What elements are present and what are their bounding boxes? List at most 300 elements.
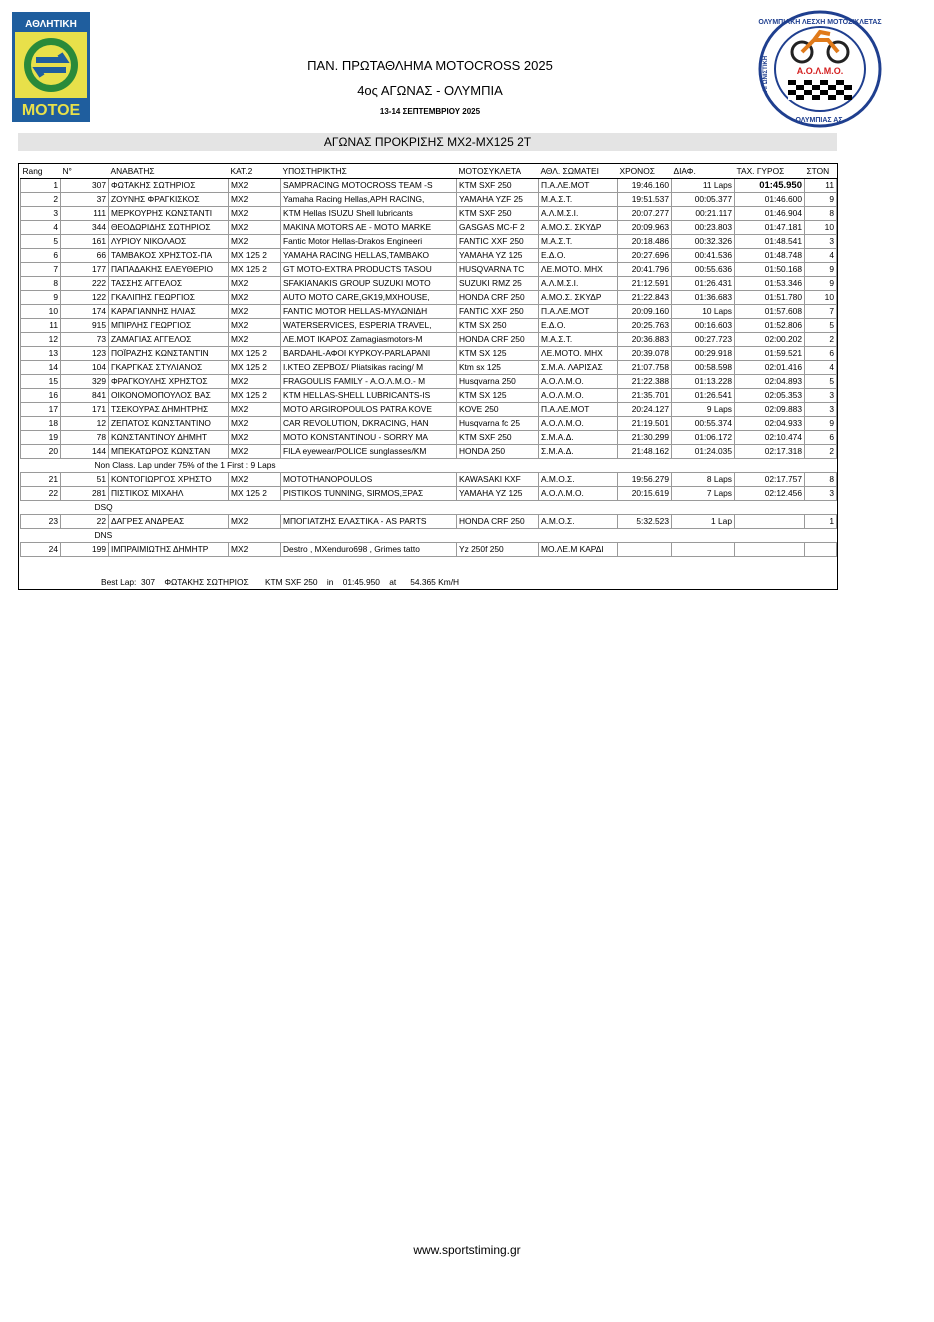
table-cell: HONDA 250 — [457, 445, 539, 459]
race-name-bar: ΑΓΩΝΑΣ ΠΡΟΚΡΙΣΗΣ MX2-MX125 2T — [18, 133, 837, 151]
table-cell: KTM Hellas ISUZU Shell lubricants — [281, 207, 457, 221]
table-cell: ΛΥΡΙΟΥ ΝΙΚΟΛΑΟΣ — [109, 235, 229, 249]
table-cell: 20:09.963 — [618, 221, 672, 235]
table-cell: 10 — [21, 305, 61, 319]
table-cell: Fantic Motor Hellas-Drakos Engineeri — [281, 235, 457, 249]
championship-title: ΠΑΝ. ΠΡΩΤΑΘΛΗΜΑ MOTOCROSS 2025 — [307, 58, 553, 73]
table-cell: ΜΠΙΡΛΗΣ ΓΕΩΡΓΙΟΣ — [109, 319, 229, 333]
table-cell: 01:26.541 — [672, 389, 735, 403]
table-row — [21, 249, 837, 263]
table-cell: 16 — [21, 389, 61, 403]
table-cell: Yz 250f 250 — [457, 543, 539, 557]
table-cell: KOVE 250 — [457, 403, 539, 417]
table-cell: 111 — [61, 207, 109, 221]
table-cell: Μ.Α.Σ.Τ. — [539, 235, 618, 249]
table-cell — [805, 543, 837, 557]
table-cell: GT MOTO-EXTRA PRODUCTS TASOU — [281, 263, 457, 277]
table-cell: PISTIKOS TUNNING, SIRMOS,ΞΡΑΣ — [281, 487, 457, 501]
column-header: N° — [61, 164, 109, 179]
table-cell: 307 — [61, 179, 109, 193]
table-cell: 02:09.883 — [735, 403, 805, 417]
table-cell: ΤΑΜΒΑΚΟΣ ΧΡΗΣΤΟΣ-ΠΑ — [109, 249, 229, 263]
table-cell: 20:36.883 — [618, 333, 672, 347]
table-cell: 104 — [61, 361, 109, 375]
table-cell: 15 — [21, 375, 61, 389]
table-cell: ΤΑΣΣΗΣ ΑΓΓΕΛΟΣ — [109, 277, 229, 291]
table-cell: Σ.Μ.Α.Δ. — [539, 431, 618, 445]
table-row — [21, 235, 837, 249]
table-cell: 9 — [805, 417, 837, 431]
table-cell: 3 — [805, 235, 837, 249]
table-cell: MX2 — [229, 207, 281, 221]
table-cell: 00:58.598 — [672, 361, 735, 375]
table-cell: 78 — [61, 431, 109, 445]
table-cell: MX2 — [229, 235, 281, 249]
table-cell: 02:10.474 — [735, 431, 805, 445]
table-cell: Π.Α.ΛΕ.ΜΟΤ — [539, 305, 618, 319]
table-cell: ΓΚΑΡΓΚΑΣ ΣΤΥΛΙΑΝΟΣ — [109, 361, 229, 375]
table-cell: Α.ΜΟ.Σ. ΣΚΥΔΡ — [539, 291, 618, 305]
table-cell: Α.ΜΟ.Σ. ΣΚΥΔΡ — [539, 221, 618, 235]
table-cell: 6 — [21, 249, 61, 263]
table-cell: ΖΕΠΑΤΟΣ ΚΩΝΣΤΑΝΤΙΝΟ — [109, 417, 229, 431]
table-row — [21, 487, 837, 501]
table-cell: 02:01.416 — [735, 361, 805, 375]
table-cell: ΚΩΝΣΤΑΝΤΙΝΟΥ ΔΗΜΗΤ — [109, 431, 229, 445]
table-cell: Σ.Μ.Α. ΛΑΡΙΣΑΣ — [539, 361, 618, 375]
table-row — [21, 319, 837, 333]
table-cell: ΚΑΡΑΓΙΑΝΝΗΣ ΗΛΙΑΣ — [109, 305, 229, 319]
table-cell: SFAKIANAKIS GROUP SUZUKI MOTO — [281, 277, 457, 291]
table-cell: FANTIC MOTOR HELLAS-ΜΥΛΩΝΙΔΗ — [281, 305, 457, 319]
table-cell: MX2 — [229, 403, 281, 417]
table-cell: 20:27.696 — [618, 249, 672, 263]
table-cell: ΠΟΪΡΑΖΗΣ ΚΩΝΣΤΑΝΤΊΝ — [109, 347, 229, 361]
table-cell: SUZUKI RMZ 25 — [457, 277, 539, 291]
table-cell: 01:50.168 — [735, 263, 805, 277]
table-cell: ΘΕΟΔΩΡΙΔΗΣ ΣΩΤΗΡΙΟΣ — [109, 221, 229, 235]
table-cell: HONDA CRF 250 — [457, 291, 539, 305]
table-cell: ΦΩΤΑΚΗΣ ΣΩΤΗΡΙΟΣ — [109, 179, 229, 193]
table-cell: 02:17.318 — [735, 445, 805, 459]
table-cell: MX2 — [229, 221, 281, 235]
table-cell: 01:13.228 — [672, 375, 735, 389]
section-note-row — [21, 459, 837, 473]
table-cell: 00:41.536 — [672, 249, 735, 263]
table-cell: 19:51.537 — [618, 193, 672, 207]
table-cell: 22 — [21, 487, 61, 501]
section-note-row — [21, 529, 837, 543]
table-cell: 1 Lap — [672, 515, 735, 529]
table-cell: KTM SX 125 — [457, 389, 539, 403]
table-cell: 11 — [805, 179, 837, 193]
table-cell: 9 — [805, 263, 837, 277]
table-cell: MX2 — [229, 431, 281, 445]
table-cell: MX2 — [229, 515, 281, 529]
column-header: ΜΟΤΟΣΥΚΛΕΤΑ — [457, 164, 539, 179]
table-cell: 20:18.486 — [618, 235, 672, 249]
table-cell: MOTOTHANOPOULOS — [281, 473, 457, 487]
table-cell — [735, 515, 805, 529]
section-note-row — [21, 501, 837, 515]
table-cell: FANTIC XXF 250 — [457, 305, 539, 319]
table-cell: 2 — [21, 193, 61, 207]
table-cell: 5:32.523 — [618, 515, 672, 529]
table-cell: 9 — [805, 277, 837, 291]
table-row — [21, 305, 837, 319]
table-header-row — [21, 164, 837, 179]
table-cell: 18 — [21, 417, 61, 431]
table-cell: 23 — [21, 515, 61, 529]
table-cell: 123 — [61, 347, 109, 361]
table-cell: MX 125 2 — [229, 487, 281, 501]
table-cell: Α.Ο.Λ.Μ.Ο. — [539, 375, 618, 389]
table-row — [21, 431, 837, 445]
table-cell: 5 — [805, 375, 837, 389]
column-header: Rang — [21, 164, 61, 179]
table-row — [21, 263, 837, 277]
table-cell — [735, 543, 805, 557]
table-cell: ΛΕ.ΜΟΤΟ. ΜΗΧ — [539, 263, 618, 277]
table-cell: KTM SXF 250 — [457, 179, 539, 193]
table-cell: Α.Λ.Μ.Σ.Ι. — [539, 277, 618, 291]
table-cell: Π.Α.ΛΕ.ΜΟΤ — [539, 403, 618, 417]
footer-url: www.sportstiming.gr — [413, 1243, 521, 1257]
table-row — [21, 417, 837, 431]
table-cell: 00:27.723 — [672, 333, 735, 347]
table-cell: 02:17.757 — [735, 473, 805, 487]
table-cell: 17 — [21, 403, 61, 417]
table-cell: 6 — [805, 431, 837, 445]
table-cell: 6 — [805, 347, 837, 361]
table-cell: 171 — [61, 403, 109, 417]
table-cell: MX 125 2 — [229, 361, 281, 375]
table-row — [21, 445, 837, 459]
table-cell: ΠΑΠΑΔΑΚΗΣ ΕΛΕΥΘΕΡΙΟ — [109, 263, 229, 277]
logo-right-club-name: Α.Ο.Λ.Μ.Ο. — [796, 66, 844, 76]
table-cell: 11 — [21, 319, 61, 333]
results-table — [20, 164, 837, 557]
table-cell: Μ.Α.Σ.Τ. — [539, 333, 618, 347]
section-note: DNS — [21, 529, 837, 543]
table-cell: 24 — [21, 543, 61, 557]
table-cell: 21:19.501 — [618, 417, 672, 431]
table-cell: 174 — [61, 305, 109, 319]
table-cell: 20:07.277 — [618, 207, 672, 221]
table-cell: Ι.ΚΤΕΟ ΖΕΡΒΟΣ/ Pliatsikas racing/ M — [281, 361, 457, 375]
table-cell: HONDA CRF 250 — [457, 515, 539, 529]
table-cell: 00:16.603 — [672, 319, 735, 333]
table-cell: 8 Laps — [672, 473, 735, 487]
table-cell: 02:12.456 — [735, 487, 805, 501]
table-cell: 01:47.181 — [735, 221, 805, 235]
table-cell: 01:53.346 — [735, 277, 805, 291]
table-cell: Yamaha Racing Hellas,APH RACING, — [281, 193, 457, 207]
table-cell: WATERSERVICES, ESPERIA TRAVEL, — [281, 319, 457, 333]
column-header: ΚΑΤ.2 — [229, 164, 281, 179]
table-cell: 12 — [61, 417, 109, 431]
table-row — [21, 291, 837, 305]
table-cell: MX2 — [229, 333, 281, 347]
table-row — [21, 515, 837, 529]
table-cell: 20:24.127 — [618, 403, 672, 417]
table-cell: 01:48.541 — [735, 235, 805, 249]
table-cell: ΦΡΑΓΚΟΥΛΗΣ ΧΡΗΣΤΟΣ — [109, 375, 229, 389]
aolmo-club-logo — [758, 10, 882, 128]
table-cell: ΜΠΕΚΑΤΩΡΟΣ ΚΩΝΣΤΑΝ — [109, 445, 229, 459]
table-cell: 21:35.701 — [618, 389, 672, 403]
table-cell: 19 — [21, 431, 61, 445]
column-header: ΧΡΟΝΟΣ — [618, 164, 672, 179]
table-cell: 00:21.117 — [672, 207, 735, 221]
table-cell: ΓΚΑΛΙΠΗΣ ΓΕΩΡΓΙΟΣ — [109, 291, 229, 305]
table-cell: MX2 — [229, 543, 281, 557]
table-cell: 21:12.591 — [618, 277, 672, 291]
table-cell — [672, 543, 735, 557]
table-cell: 3 — [805, 389, 837, 403]
table-cell: 19:56.279 — [618, 473, 672, 487]
round-title: 4ος ΑΓΩΝΑΣ - ΟΛΥΜΠΙΑ — [357, 83, 503, 98]
table-cell: Destro , MXenduro698 , Grimes tatto — [281, 543, 457, 557]
table-cell: Husqvarna 250 — [457, 375, 539, 389]
table-cell: 20:39.078 — [618, 347, 672, 361]
table-row — [21, 473, 837, 487]
table-cell: MX2 — [229, 277, 281, 291]
table-body — [21, 179, 837, 557]
table-cell: 20 — [21, 445, 61, 459]
table-cell: 02:00.202 — [735, 333, 805, 347]
table-cell: 1 — [805, 515, 837, 529]
table-cell: 01:36.683 — [672, 291, 735, 305]
table-cell: MX2 — [229, 179, 281, 193]
table-cell: MX2 — [229, 319, 281, 333]
table-cell: 915 — [61, 319, 109, 333]
table-cell: ΖΟΥΝΗΣ ΦΡΑΓΚΙΣΚΟΣ — [109, 193, 229, 207]
table-row — [21, 207, 837, 221]
table-cell: YAMAHA YZ 125 — [457, 487, 539, 501]
table-cell: 13 — [21, 347, 61, 361]
table-cell: 21:48.162 — [618, 445, 672, 459]
table-cell: 281 — [61, 487, 109, 501]
table-cell: Π.Α.ΛΕ.ΜΟΤ — [539, 179, 618, 193]
table-cell: 329 — [61, 375, 109, 389]
table-cell: Husqvarna fc 25 — [457, 417, 539, 431]
table-cell: KTM HELLAS-SHELL LUBRICANTS-IS — [281, 389, 457, 403]
table-cell: FILA eyewear/POLICE sunglasses/KM — [281, 445, 457, 459]
table-cell: FRAGOULIS FAMILY - Α.Ο.Λ.Μ.Ο.- M — [281, 375, 457, 389]
table-cell: 2 — [805, 333, 837, 347]
table-cell: 01:26.431 — [672, 277, 735, 291]
table-cell: 7 — [21, 263, 61, 277]
table-cell: Σ.Μ.Α.Δ. — [539, 445, 618, 459]
table-cell: 21:30.299 — [618, 431, 672, 445]
table-cell: ΛΕ.ΜΟΤ ΙΚΑΡΟΣ Zamagiasmotors-M — [281, 333, 457, 347]
logo-left-bottom-text: ΜΟΤΟΕ — [21, 102, 81, 119]
table-cell: Ε.Δ.Ο. — [539, 249, 618, 263]
column-header: ΑΘΛ. ΣΩΜΑΤΕΙ — [539, 164, 618, 179]
table-row — [21, 193, 837, 207]
table-cell: SAMPRACING MOTOCROSS TEAM -S — [281, 179, 457, 193]
table-cell: 01:46.904 — [735, 207, 805, 221]
table-row — [21, 543, 837, 557]
table-row — [21, 221, 837, 235]
table-cell: 14 — [21, 361, 61, 375]
checkered-flag-icon — [788, 80, 852, 100]
table-cell: 21 — [21, 473, 61, 487]
section-note: DSQ — [21, 501, 837, 515]
column-header: ΔΙΑΦ. — [672, 164, 735, 179]
table-cell: YAMAHA YZ 125 — [457, 249, 539, 263]
table-cell: Α.Ο.Λ.Μ.Ο. — [539, 417, 618, 431]
table-cell: MX 125 2 — [229, 263, 281, 277]
table-cell: MOTO ARGIROPOULOS PATRA KOVE — [281, 403, 457, 417]
table-cell: 12 — [21, 333, 61, 347]
table-cell: Μ.Α.Σ.Τ. — [539, 193, 618, 207]
table-cell: ΜΕΡΚΟΥΡΗΣ ΚΩΝΣΤΑΝΤΙ — [109, 207, 229, 221]
table-cell: 66 — [61, 249, 109, 263]
table-row — [21, 347, 837, 361]
table-cell: ΔΑΓΡΕΣ ΑΝΔΡΕΑΣ — [109, 515, 229, 529]
table-cell: Α.Μ.Ο.Σ. — [539, 473, 618, 487]
table-cell: 3 — [805, 487, 837, 501]
table-cell: 01:24.035 — [672, 445, 735, 459]
table-cell: 73 — [61, 333, 109, 347]
table-cell: 9 — [805, 193, 837, 207]
table-cell: 00:05.377 — [672, 193, 735, 207]
table-cell: 01:06.172 — [672, 431, 735, 445]
table-cell: Α.Λ.Μ.Σ.Ι. — [539, 207, 618, 221]
table-cell: 00:32.326 — [672, 235, 735, 249]
table-cell: 01:48.748 — [735, 249, 805, 263]
table-cell: MX 125 2 — [229, 389, 281, 403]
table-cell: YAMAHA RACING HELLAS,ΤΑΜΒΑΚΟ — [281, 249, 457, 263]
table-cell: 177 — [61, 263, 109, 277]
table-cell: BARDAHL-ΑΦΟΙ ΚΥΡΚΟΥ-PARLAPANI — [281, 347, 457, 361]
table-cell: 01:46.600 — [735, 193, 805, 207]
table-cell: 01:52.806 — [735, 319, 805, 333]
table-cell: KAWASAKI KXF — [457, 473, 539, 487]
table-row — [21, 361, 837, 375]
table-cell: 00:29.918 — [672, 347, 735, 361]
table-cell: 00:23.803 — [672, 221, 735, 235]
table-cell: Α.Ο.Λ.Μ.Ο. — [539, 389, 618, 403]
table-row — [21, 277, 837, 291]
table-cell: MX2 — [229, 193, 281, 207]
column-header: ΥΠΟΣΤΗΡΙΚΤΗΣ — [281, 164, 457, 179]
table-cell: 7 Laps — [672, 487, 735, 501]
table-cell: 222 — [61, 277, 109, 291]
table-cell: 4 — [805, 249, 837, 263]
table-cell: Ε.Δ.Ο. — [539, 319, 618, 333]
table-cell: 02:05.353 — [735, 389, 805, 403]
table-cell: YAMAHA YZF 25 — [457, 193, 539, 207]
table-cell: 841 — [61, 389, 109, 403]
table-cell: 21:07.758 — [618, 361, 672, 375]
table-cell: 01:45.950 — [735, 179, 805, 193]
table-cell: 199 — [61, 543, 109, 557]
table-cell: 9 — [21, 291, 61, 305]
table-row — [21, 403, 837, 417]
table-cell: MX 125 2 — [229, 249, 281, 263]
table-cell: 9 Laps — [672, 403, 735, 417]
table-row — [21, 333, 837, 347]
table-cell: 20:15.619 — [618, 487, 672, 501]
athletiki-moto-logo — [12, 12, 90, 122]
section-note: Non Class. Lap under 75% of the 1 First : 9 Laps — [21, 459, 837, 473]
table-cell: 20:09.160 — [618, 305, 672, 319]
table-cell — [618, 543, 672, 557]
table-cell: 344 — [61, 221, 109, 235]
table-cell: 01:57.608 — [735, 305, 805, 319]
event-dates: 13-14 ΣΕΠΤΕΜΒΡΙΟΥ 2025 — [379, 107, 481, 116]
table-cell: 01:51.780 — [735, 291, 805, 305]
table-row — [21, 179, 837, 193]
table-cell: 10 Laps — [672, 305, 735, 319]
table-cell: 3 — [805, 403, 837, 417]
table-cell: MOTO KONSTANTINOU - SORRY MA — [281, 431, 457, 445]
table-cell: 02:04.933 — [735, 417, 805, 431]
table-cell: MX 125 2 — [229, 347, 281, 361]
table-cell: ΤΣΕΚΟΥΡΑΣ ΔΗΜΗΤΡΗΣ — [109, 403, 229, 417]
table-cell: KTM SXF 250 — [457, 207, 539, 221]
table-cell: Α.Ο.Λ.Μ.Ο. — [539, 487, 618, 501]
logo-right-side-text: ΑΓΩΝΙΣΤΙΚΗ — [763, 55, 769, 93]
column-header: ΤΑΧ. ΓΥΡΟΣ — [735, 164, 805, 179]
table-cell: 144 — [61, 445, 109, 459]
table-cell: 122 — [61, 291, 109, 305]
table-cell: ΙΜΠΡΑΙΜΙΩΤΗΣ ΔΗΜΗΤΡ — [109, 543, 229, 557]
table-cell: CAR REVOLUTION, DKRACING, HAN — [281, 417, 457, 431]
table-cell: 21:22.388 — [618, 375, 672, 389]
column-header: ΣΤΟΝ — [805, 164, 837, 179]
table-cell: MX2 — [229, 305, 281, 319]
table-row — [21, 375, 837, 389]
table-row — [21, 389, 837, 403]
table-cell: ΠΙΣΤΙΚΟΣ ΜΙΧΑΗΛ — [109, 487, 229, 501]
table-cell: 10 — [805, 291, 837, 305]
table-cell: ΖΑΜΑΓΙΑΣ ΑΓΓΕΛΟΣ — [109, 333, 229, 347]
table-cell: 8 — [805, 473, 837, 487]
table-cell: 5 — [805, 319, 837, 333]
table-cell: Α.Μ.Ο.Σ. — [539, 515, 618, 529]
table-cell: 7 — [805, 305, 837, 319]
table-cell: MX2 — [229, 375, 281, 389]
table-cell: 51 — [61, 473, 109, 487]
table-cell: ΚΟΝΤΟΓΙΩΡΓΟΣ ΧΡΗΣΤΟ — [109, 473, 229, 487]
table-cell: 161 — [61, 235, 109, 249]
table-cell: KTM SX 250 — [457, 319, 539, 333]
table-cell: 8 — [805, 207, 837, 221]
table-cell: 10 — [805, 221, 837, 235]
table-cell: 8 — [21, 277, 61, 291]
table-cell: KTM SX 125 — [457, 347, 539, 361]
logo-right-arc-text: ΟΛΥΜΠΙΑΚΗ ΛΕΣΧΗ ΜΟΤΟΣΙΚΛΕΤΑΣ — [758, 19, 882, 26]
results-table-frame — [18, 163, 838, 590]
table-cell: ΜΟ.ΛΕ.Μ ΚΑΡΔΙ — [539, 543, 618, 557]
table-cell: 22 — [61, 515, 109, 529]
table-cell: MX2 — [229, 473, 281, 487]
table-cell: 4 — [21, 221, 61, 235]
logo-right-bottom-text: ΟΛΥΜΠΙΑΣ ΑΣ. — [795, 117, 845, 124]
table-cell: 19:46.160 — [618, 179, 672, 193]
table-cell: 00:55.374 — [672, 417, 735, 431]
table-cell: MX2 — [229, 445, 281, 459]
table-cell: 37 — [61, 193, 109, 207]
table-cell: 00:55.636 — [672, 263, 735, 277]
table-cell: MX2 — [229, 417, 281, 431]
table-cell: 4 — [805, 361, 837, 375]
table-cell: 2 — [805, 445, 837, 459]
